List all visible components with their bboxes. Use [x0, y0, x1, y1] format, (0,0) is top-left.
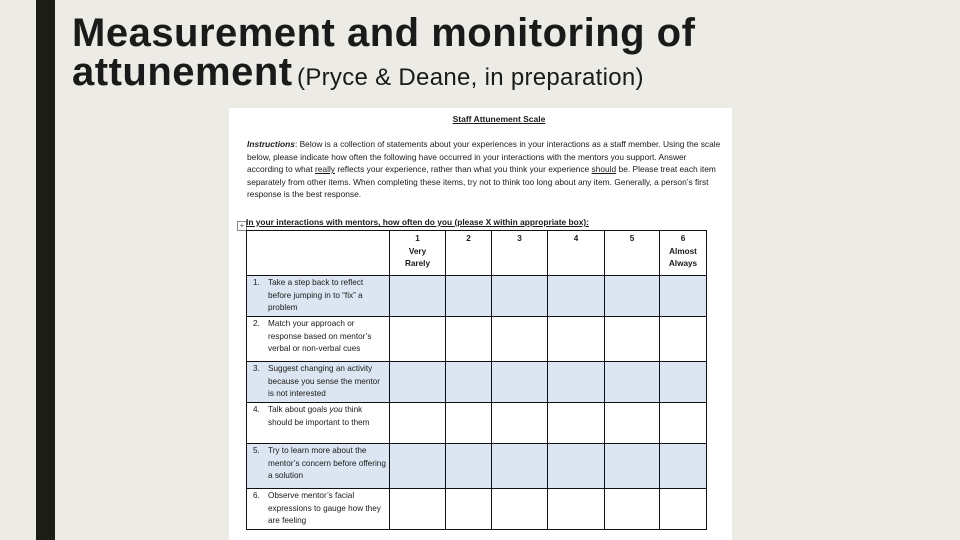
rating-cell [492, 403, 548, 444]
header-scale-6: 6 Almost Always [660, 231, 707, 276]
rating-cell [390, 276, 446, 317]
instructions-label: Instructions [247, 139, 295, 149]
rating-cell [446, 317, 492, 362]
rating-cell [446, 403, 492, 444]
table-row [247, 362, 707, 403]
document-heading: Staff Attunement Scale [452, 114, 546, 124]
rating-cell [492, 317, 548, 362]
rating-cell [660, 403, 707, 444]
rating-cell [548, 317, 605, 362]
item-text-emphasis: you [329, 405, 343, 414]
item-number: 4. [253, 405, 260, 414]
rating-cell [548, 362, 605, 403]
item-number: 3. [253, 364, 260, 373]
rating-cell [390, 362, 446, 403]
rating-cell [605, 403, 660, 444]
item-text: Match your approach or response based on mentor’s verbal or non-verbal cues [268, 319, 372, 354]
rating-table [246, 230, 707, 530]
item-number: 5. [253, 446, 260, 455]
title-citation: (Pryce & Deane, in preparation) [297, 64, 644, 91]
rating-cell [605, 317, 660, 362]
scale-document-image [229, 108, 732, 540]
table-row [247, 403, 707, 444]
instructions-paragraph [247, 138, 725, 201]
instructions-text-1: : Below is a collection of statements about your experiences in your interactions as a staff member. Using the scale below, please indicate how often the following have occurred in your interactions with the mentors you support. Answer according to what [247, 139, 721, 175]
rating-cell [605, 444, 660, 489]
rating-cell [660, 276, 707, 317]
item-text: Talk about goals [268, 405, 330, 414]
rating-cell [660, 489, 707, 530]
item-number: 1. [253, 278, 260, 287]
item-text: Take a step back to reflect before jumping in to “fix” a problem [268, 278, 364, 313]
anchor-high: Almost Always [668, 246, 698, 268]
instructions-really: really [314, 164, 335, 175]
header-scale-5: 5 [605, 231, 660, 276]
header-scale-2: 2 [446, 231, 492, 276]
rating-cell [446, 362, 492, 403]
table-prompt: In your interactions with mentors, how often do you (please X within appropriate box): [246, 217, 589, 227]
slide-title [72, 11, 932, 100]
rating-cell [605, 276, 660, 317]
rating-cell [660, 444, 707, 489]
rating-cell [548, 444, 605, 489]
instructions-text-3: be. Please treat each item separately from other items. When completing these items, try not to think too long about any item. Generally, a person’s first response is the best response. [247, 164, 716, 200]
title-line-2: attunement [72, 50, 293, 94]
rating-cell [492, 362, 548, 403]
rating-cell [605, 489, 660, 530]
table-row [247, 317, 707, 362]
rating-cell [390, 317, 446, 362]
rating-cell [446, 489, 492, 530]
rating-cell [492, 489, 548, 530]
instructions-text-2: reflects your experience, rather than what you think your experience [335, 164, 592, 175]
rating-cell [548, 403, 605, 444]
rating-cell [446, 444, 492, 489]
header-scale-3: 3 [492, 231, 548, 276]
rating-cell [390, 489, 446, 530]
rating-cell [446, 276, 492, 317]
anchor-low: Very Rarely [404, 246, 431, 268]
table-move-handle-icon: + [237, 221, 247, 231]
header-scale-1: 1 Very Rarely [390, 231, 446, 276]
rating-cell [390, 444, 446, 489]
rating-cell [390, 403, 446, 444]
item-text: Try to learn more about the mentor’s concern before offering a solution [268, 446, 386, 481]
table-row [247, 444, 707, 489]
rating-cell [660, 362, 707, 403]
rating-cell [492, 276, 548, 317]
header-scale-4: 4 [548, 231, 605, 276]
table-row [247, 276, 707, 317]
rating-cell [548, 489, 605, 530]
item-text: Suggest changing an activity because you sense the mentor is not interested [268, 364, 380, 399]
rating-cell [492, 444, 548, 489]
table-header-row [247, 231, 707, 276]
rating-cell [548, 276, 605, 317]
left-accent-bar [36, 0, 55, 540]
item-number: 2. [253, 319, 260, 328]
rating-cell [660, 317, 707, 362]
item-number: 6. [253, 491, 260, 500]
item-text: think should be important to them [268, 405, 370, 427]
rating-cell [605, 362, 660, 403]
title-line-1: Measurement and monitoring of [72, 11, 696, 55]
table-row [247, 489, 707, 530]
item-text: Observe mentor’s facial expressions to gauge how they are feeling [268, 491, 381, 526]
header-blank [247, 231, 390, 276]
instructions-should: should [591, 164, 617, 175]
